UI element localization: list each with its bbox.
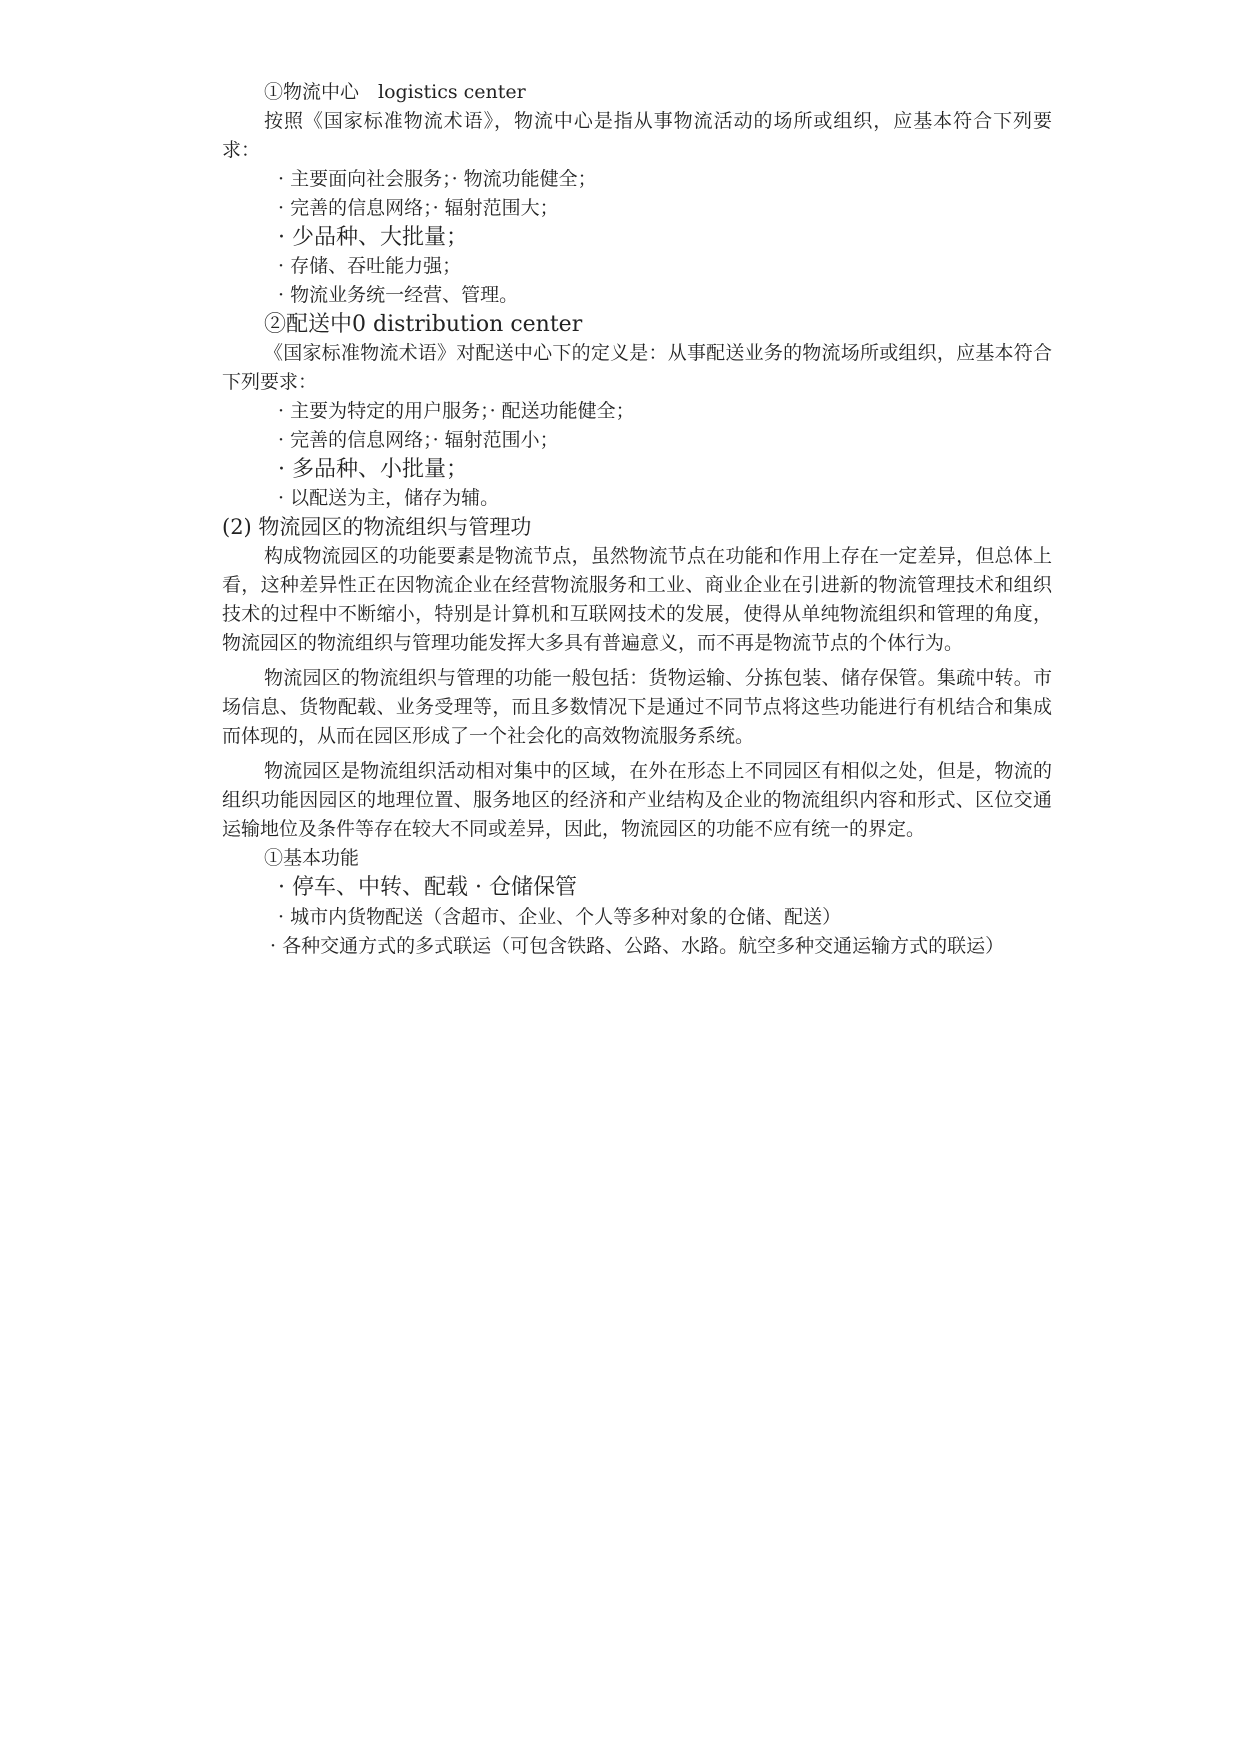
section1-item-3: · 少品种、大批量； <box>278 225 468 250</box>
basic-function-item-3: · 各种交通方式的多式联运（可包含铁路、公路、水路。航空多种交通运输方式的联运） <box>270 935 1005 957</box>
section2-intro: 《国家标准物流术语》对配送中心下的定义是：从事配送业务的物流场所或组织，应基本符合下列要求： <box>222 342 1052 393</box>
section2-item-2: · 完善的信息网络；· 辐射范围小； <box>278 429 559 451</box>
section2-item-1: · 主要为特定的用户服务；· 配送功能健全； <box>278 400 635 422</box>
section1-item-2: · 完善的信息网络；· 辐射范围大； <box>278 197 559 219</box>
basic-function-title: ①基本功能 <box>264 847 360 869</box>
section1-item-1: · 主要面向社会服务；· 物流功能健全； <box>278 168 597 190</box>
section1-item-5: · 物流业务统一经营、管理。 <box>278 284 519 306</box>
section3-heading: (2) 物流园区的物流组织与管理功 <box>222 515 532 539</box>
section2-item-3: · 多品种、小批量； <box>278 457 468 482</box>
section2-title: ②配送中0 distribution center <box>264 312 583 337</box>
section1-intro: 按照《国家标准物流术语》，物流中心是指从事物流活动的场所或组织，应基本符合下列要求： <box>222 110 1052 161</box>
basic-function-item-1: · 停车、中转、配载 · 仓储保管 <box>278 875 577 900</box>
section1-title: ①物流中心 logistics center <box>264 81 526 103</box>
section1-item-4: · 存储、吞吐能力强； <box>278 255 462 277</box>
document-page <box>222 78 1052 961</box>
section2-item-4: · 以配送为主，储存为辅。 <box>278 487 500 509</box>
section3-paragraph-1: 构成物流园区的功能要素是物流节点，虽然物流节点在功能和作用上存在一定差异，但总体上看，这种差异性正在因物流企业在经营物流服务和工业、商业企业在引进新的物流管理技术和组织技术的过程中不断缩小，特别是计算机和互联网技术的发展，使得从单纯物流组织和管理的角度，物流园区的物流组织与管理功能发挥大多具有普遍意义，而不再是物流节点的个体行为。 <box>222 545 1052 654</box>
section3-paragraph-3: 物流园区是物流组织活动相对集中的区域，在外在形态上不同园区有相似之处，但是，物流的组织功能因园区的地理位置、服务地区的经济和产业结构及企业的物流组织内容和形式、区位交通运输地位及条件等存在较大不同或差异，因此，物流园区的功能不应有统一的界定。 <box>222 760 1052 840</box>
section3-paragraph-2: 物流园区的物流组织与管理的功能一般包括：货物运输、分拣包装、储存保管。集疏中转。市场信息、货物配载、业务受理等，而且多数情况下是通过不同节点将这些功能进行有机结合和集成而体现的，从而在园区形成了一个社会化的高效物流服务系统。 <box>222 667 1052 747</box>
basic-function-item-2: · 城市内货物配送（含超市、企业、个人等多种对象的仓储、配送） <box>278 906 842 928</box>
